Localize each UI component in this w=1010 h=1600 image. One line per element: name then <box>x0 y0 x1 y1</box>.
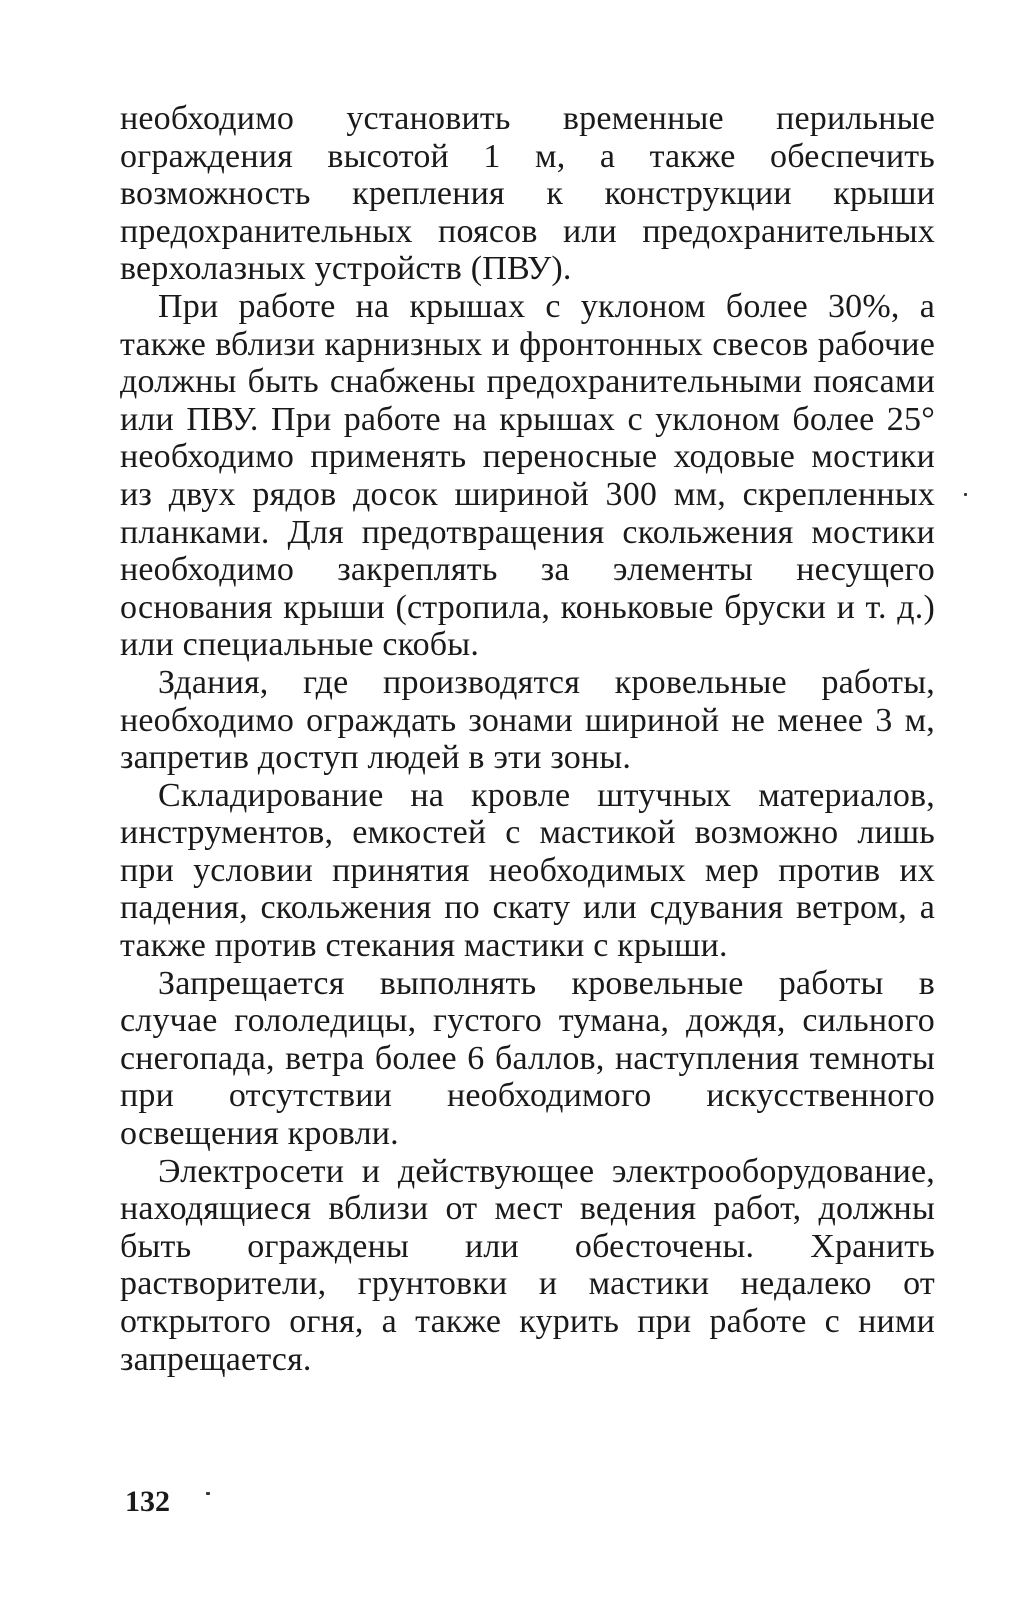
paragraph-electrical-fire-safety: Электросети и действующее электрооборудование, находящиеся вблизи от мест ведения работ, должны быть ограждены или обесточены. Хранить растворители, грунтовки и мастики недалеко от открытого огня, а также курить при работе с ними запрещается. <box>120 1152 935 1378</box>
print-speck-mark <box>206 1492 210 1495</box>
paragraph-material-storage: Складирование на кровле штучных материалов, инструментов, емкостей с мастикой возможно лишь при условии принятия необходимых мер против их падения, скольжения по скату или сдувания ветром, а также против стекания мастики с крыши. <box>120 776 935 965</box>
paragraph-weather-restrictions: Запрещается выполнять кровельные работы в случае гололедицы, густого тумана, дождя, сильного снегопада, ветра более 6 баллов, наступления темноты при отсутствии необходимого искусственного освещения кровли. <box>120 964 935 1153</box>
paragraph-roof-slope-safety: При работе на крышах с уклоном более 30%, а также вблизи карнизных и фронтонных свесов рабочие должны быть снабжены предохранительными поясами или ПВУ. При работе на крышах с уклоном более 25° необходимо применять переносные ходовые мостики из двух рядов досок шириной 300 мм, скрепленных планками. Для предотвращения скольжения мостики необходимо закреплять за элементы несущего основания крыши (стропила, коньковые бруски и т. д.) или специальные скобы. <box>120 287 935 664</box>
page-number: 132 <box>125 1485 170 1518</box>
print-speck-mark <box>964 493 967 496</box>
paragraph-continuation: необходимо установить временные перильные ограждения высотой 1 м, а также обеспечить возможность крепления к конструкции крыши предохранительных поясов или предохранительных верхолазных устройств (ПВУ). <box>120 100 935 288</box>
page-text-block <box>120 100 935 1378</box>
paragraph-danger-zones: Здания, где производятся кровельные работы, необходимо ограждать зонами шириной не менее 3 м, запретив доступ людей в эти зоны. <box>120 663 935 777</box>
